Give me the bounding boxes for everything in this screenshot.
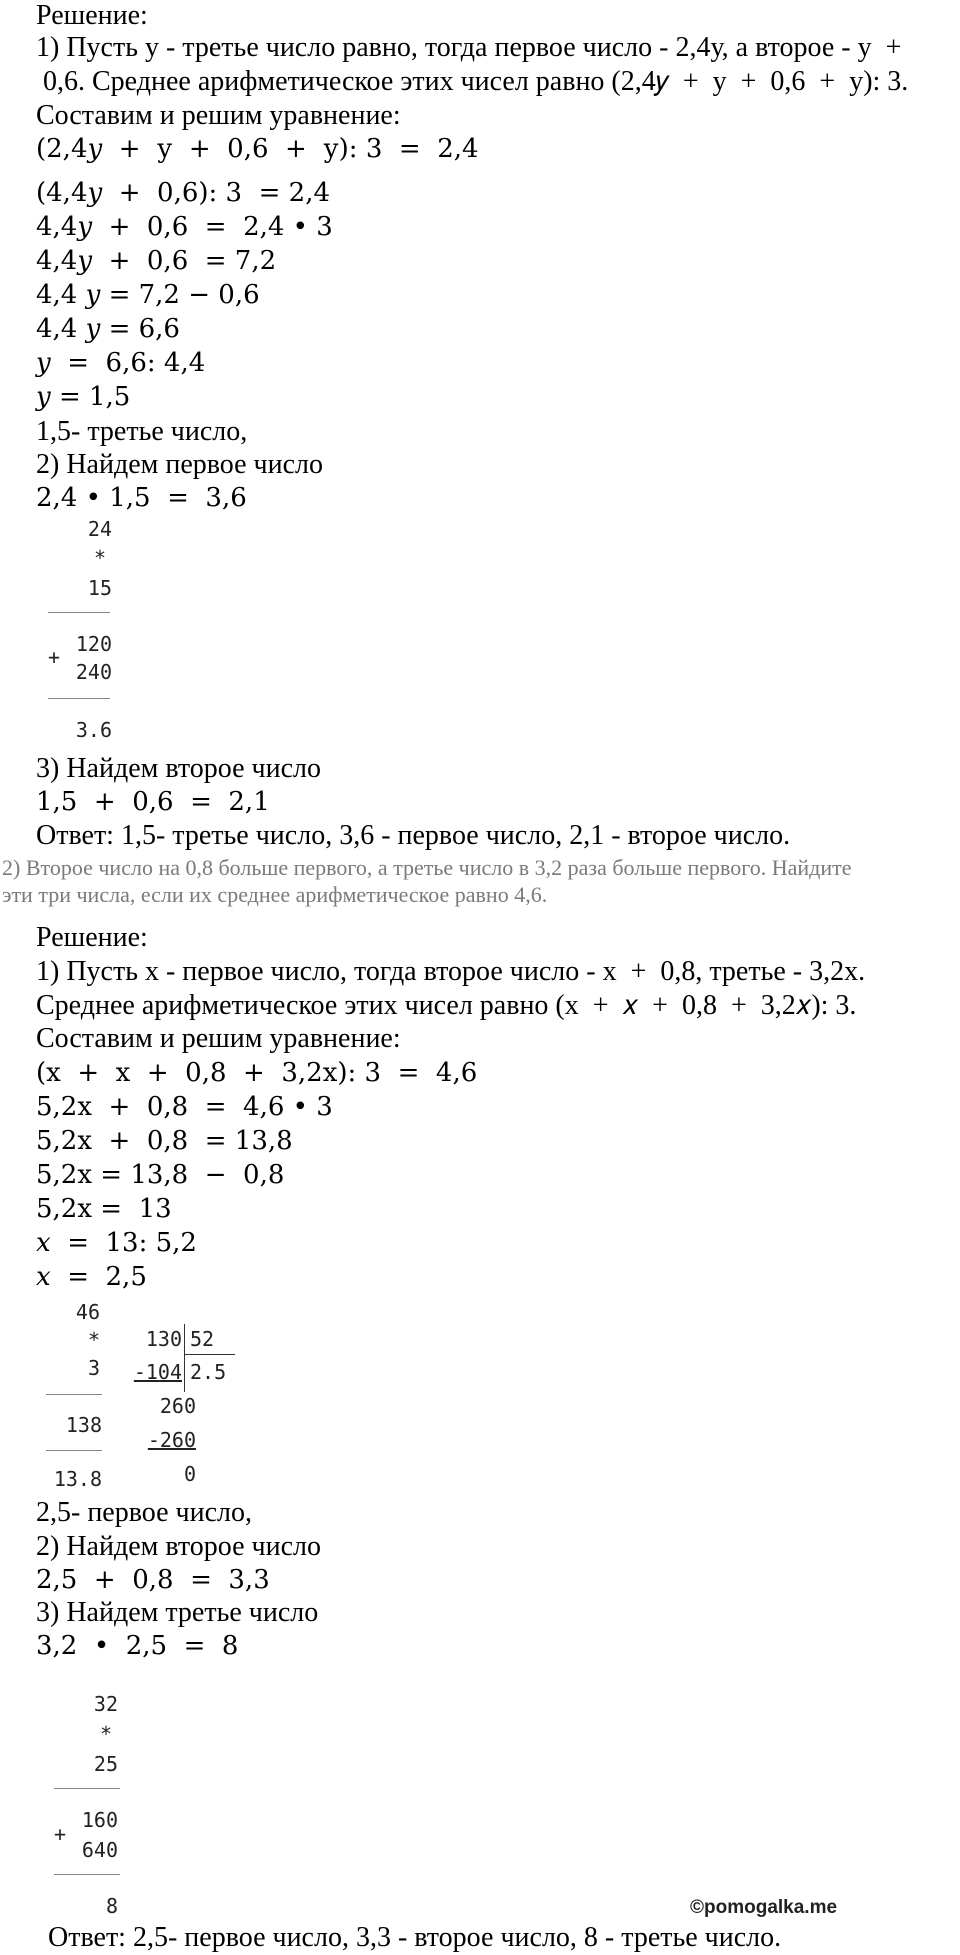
equation-line: 2,5 + 0,8 = 3,3 [36, 1565, 270, 1595]
equation-line: 𝑦 = 6,6: 4,4 [36, 348, 206, 378]
equation-line: 4,4𝑦 + 0,6 = 2,4 • 3 [36, 212, 333, 242]
operator: * [93, 546, 106, 570]
product: 3.6 [75, 718, 112, 742]
step-heading: 3) Найдем второе число [36, 753, 321, 784]
factor: 46 [75, 1300, 100, 1324]
intro-line: 1) Пусть х - первое число, тогда второе число - х + 0,8, третье - 3,2х. [36, 956, 866, 987]
step-heading: 2) Найдем второе число [36, 1531, 321, 1562]
equation-line: 5,2х + 0,8 = 4,6 • 3 [36, 1092, 333, 1122]
rule-line [48, 612, 110, 613]
partial-product: 138 [65, 1413, 102, 1437]
operator: * [99, 1722, 112, 1746]
remainder: 0 [183, 1462, 196, 1486]
equation-line: 5,2х = 13,8 − 0,8 [36, 1160, 285, 1190]
dividend: 130 [145, 1327, 182, 1351]
rule-line [46, 1394, 102, 1395]
intro-line: 1) Пусть у - третье число равно, тогда первое число - 2,4у, а второе - у + [36, 32, 902, 63]
task-text: эти три числа, если их среднее арифметическое равно 4,6. [2, 882, 548, 907]
equation-line: 5,2х = 13 [36, 1194, 172, 1224]
answer-line: Ответ: 1,5- третье число, 3,6 - первое число, 2,1 - второе число. [36, 820, 791, 851]
factor: 3 [87, 1356, 100, 1380]
rule-line [46, 1450, 102, 1451]
rule-line [54, 1874, 120, 1875]
plus-sign: + [48, 645, 61, 669]
divisor-rule [185, 1354, 235, 1355]
result-line: 2,5- первое число, [36, 1497, 253, 1528]
equation-line: (4,4𝑦 + 0,6): 3 = 2,4 [36, 178, 331, 208]
equation-line: 3,2 • 2,5 = 8 [36, 1631, 239, 1661]
equation-line: 𝑦 = 1,5 [36, 382, 131, 412]
intro-line: 0,6. Среднее арифметическое этих чисел равно (2,4𝑦 + у + 0,6 + у): 3. [36, 66, 909, 97]
divisor: 52 [190, 1327, 215, 1351]
factor: 15 [87, 576, 112, 600]
subtrahend: -260 [147, 1428, 196, 1452]
equation-line: 2,4 • 1,5 = 3,6 [36, 483, 247, 513]
rule-line [48, 698, 110, 699]
equation-line: 1,5 + 0,6 = 2,1 [36, 787, 270, 817]
equation-line: 4,4 𝑦 = 6,6 [36, 314, 180, 344]
step-heading: 3) Найдем третье число [36, 1597, 319, 1628]
factor: 25 [93, 1752, 118, 1776]
remainder: 260 [159, 1394, 196, 1418]
site-credit: ©pomogalka.me [690, 1897, 838, 1918]
quotient: 2.5 [190, 1360, 227, 1384]
equation-line: 𝑥 = 2,5 [36, 1262, 147, 1292]
intro-line: Среднее арифметическое этих чисел равно (х + 𝑥 + 0,8 + 3,2𝑥): 3. [36, 990, 857, 1021]
step-heading: 2) Найдем первое число [36, 449, 324, 480]
subtrahend: -104 [133, 1360, 182, 1384]
rule-line [54, 1788, 120, 1789]
division-bar [184, 1324, 185, 1392]
equation-line: (х + х + 0,8 + 3,2х): 3 = 4,6 [36, 1058, 478, 1088]
partial-product: 240 [75, 660, 112, 684]
equation-line: 4,4 𝑦 = 7,2 − 0,6 [36, 280, 260, 310]
product: 13.8 [53, 1467, 102, 1491]
operator: * [87, 1328, 100, 1352]
task-text: 2) Второе число на 0,8 больше первого, а третье число в 3,2 раза больше первого. Найдите [2, 855, 852, 880]
partial-product: 640 [81, 1838, 118, 1862]
answer-line: Ответ: 2,5- первое число, 3,3 - второе число, 8 - третье число. [48, 1922, 782, 1953]
intro-line: Составим и решим уравнение: [36, 100, 401, 131]
intro-line: Составим и решим уравнение: [36, 1023, 401, 1054]
equation-line: (2,4𝑦 + у + 0,6 + у): 3 = 2,4 [36, 134, 479, 164]
equation-line: 5,2х + 0,8 = 13,8 [36, 1126, 293, 1156]
plus-sign: + [54, 1822, 67, 1846]
result-line: 1,5- третье число, [36, 416, 248, 447]
partial-product: 120 [75, 632, 112, 656]
solution-heading-1: Решение: [36, 0, 148, 31]
partial-product: 160 [81, 1808, 118, 1832]
factor: 32 [93, 1692, 118, 1716]
factor: 24 [87, 517, 112, 541]
equation-line: 𝑥 = 13: 5,2 [36, 1228, 197, 1258]
solution-heading-2: Решение: [36, 922, 148, 953]
product: 8 [105, 1894, 118, 1918]
equation-line: 4,4𝑦 + 0,6 = 7,2 [36, 246, 277, 276]
